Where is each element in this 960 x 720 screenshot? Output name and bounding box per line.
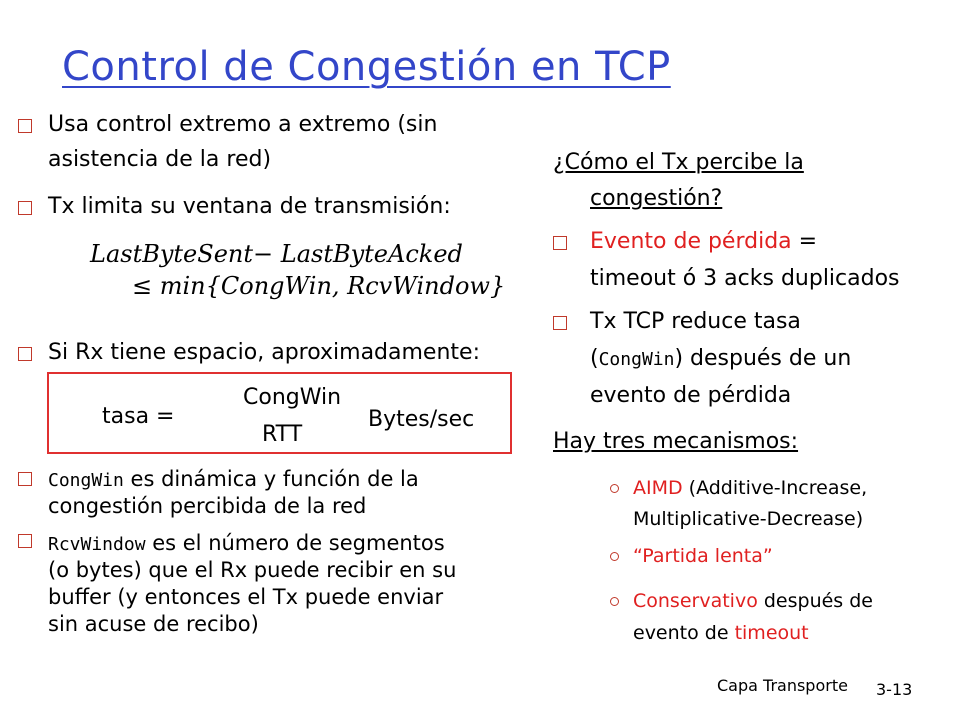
bullet-end-to-end: Usa control extremo a extremo (sin (48, 112, 438, 137)
formula-last-byte-sent: LastByteSent (90, 240, 253, 268)
window-formula-line1 (90, 240, 463, 268)
mechanisms-heading: Hay tres mecanismos: (553, 429, 799, 454)
rate-denominator: RTT (262, 422, 303, 447)
mechanism-conservative-cont (633, 616, 809, 650)
conservative-cont-text: evento de (633, 622, 735, 644)
question-line1: ¿Cómo el Tx percibe la (553, 150, 804, 175)
bullet-congwin (48, 466, 419, 494)
mechanism-aimd-cont: Multiplicative-Decrease) (633, 508, 864, 530)
conservative-term: Conservativo (633, 590, 758, 612)
bullet-reduce-rate-cont (590, 342, 851, 377)
bullet-icon (18, 347, 32, 361)
congwin-text: es dinámica y función de la (123, 467, 419, 491)
bullet-rx-space: Si Rx tiene espacio, aproximadamente: (48, 340, 480, 365)
loss-event-term: Evento de pérdida (590, 229, 792, 254)
bullet-icon (18, 119, 32, 133)
mechanism-aimd (633, 471, 867, 505)
rate-label: tasa = (102, 404, 175, 429)
paren-open: ( (590, 346, 599, 371)
aimd-text: (Additive-Increase, (682, 477, 868, 499)
sub-bullet-icon (610, 552, 619, 561)
bullet-rcvwindow-cont1: (o bytes) que el Rx puede recibir en su (48, 558, 457, 582)
timeout-term: timeout (734, 622, 809, 644)
bullet-reduce-rate: Tx TCP reduce tasa (590, 309, 801, 334)
mechanism-conservative (633, 584, 873, 618)
congwin-code-right: CongWin (598, 349, 675, 370)
window-formula-line2: ≤ min{CongWin, RcvWindow} (132, 272, 506, 300)
conservative-text: después de (757, 590, 873, 612)
bullet-rcvwindow-cont2: buffer (y entonces el Tx puede enviar (48, 585, 444, 609)
rcvwindow-code: RcvWindow (48, 534, 146, 555)
rcvwindow-text: es el número de segmentos (145, 531, 445, 555)
bullet-icon (553, 316, 567, 330)
congwin-code: CongWin (48, 470, 124, 491)
bullet-end-to-end-cont: asistencia de la red) (48, 147, 272, 172)
bullet-rcvwindow-cont3: sin acuse de recibo) (48, 612, 259, 636)
sub-bullet-icon (610, 597, 619, 606)
formula-minus: − (253, 240, 274, 268)
loss-event-eq: = (791, 229, 818, 254)
mechanism-slow-start: “Partida lenta” (633, 545, 773, 567)
bullet-icon (18, 472, 32, 486)
bullet-rcvwindow (48, 530, 445, 558)
footer-chapter: Capa Transporte (717, 676, 848, 695)
slide-title: Control de Congestión en TCP (62, 44, 671, 90)
question-line2: congestión? (590, 186, 723, 211)
bullet-loss-event (590, 225, 817, 259)
bullet-window-limit: Tx limita su ventana de transmisión: (48, 194, 451, 219)
formula-last-byte-acked: LastByteAcked (280, 240, 463, 268)
bullet-reduce-rate-cont2: evento de pérdida (590, 383, 792, 408)
bullet-icon (18, 201, 32, 215)
footer-page-number: 3-13 (876, 680, 913, 699)
bullet-congwin-cont: congestión percibida de la red (48, 494, 367, 518)
rate-unit: Bytes/sec (368, 407, 475, 432)
aimd-term: AIMD (633, 477, 683, 499)
rate-numerator: CongWin (243, 385, 342, 410)
bullet-loss-event-cont: timeout ó 3 acks duplicados (590, 266, 900, 291)
bullet-icon (553, 236, 567, 250)
reduce-rate-text: ) después de un (674, 346, 852, 371)
bullet-icon (18, 534, 32, 548)
sub-bullet-icon (610, 484, 619, 493)
